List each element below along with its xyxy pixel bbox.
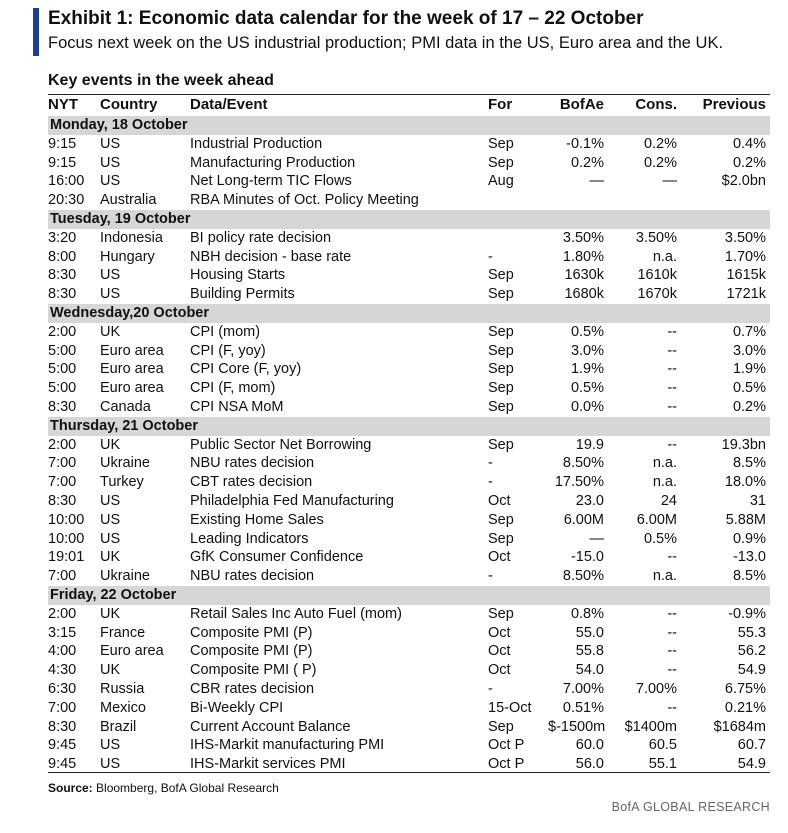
cell-time: 2:00 xyxy=(48,436,77,453)
cell-prev: 0.4% xyxy=(732,135,766,152)
cell-for: - xyxy=(488,248,493,265)
table-row xyxy=(48,191,770,210)
cell-time: 9:15 xyxy=(48,154,77,171)
cell-time: 8:30 xyxy=(48,718,77,735)
cell-for: Oct xyxy=(488,549,511,566)
cell-time: 16:00 xyxy=(48,173,85,190)
cell-country: Turkey xyxy=(100,474,144,491)
cell-bofa: 0.51% xyxy=(562,699,604,716)
cell-country: US xyxy=(100,737,121,754)
cell-bofa: — xyxy=(589,530,604,547)
cell-country: US xyxy=(100,154,121,171)
cell-prev: $2.0bn xyxy=(721,173,766,190)
cell-prev: 1.70% xyxy=(724,248,766,265)
table-row xyxy=(48,342,770,361)
cell-time: 19:01 xyxy=(48,549,85,566)
table-row xyxy=(48,172,770,191)
cell-for: 15-Oct xyxy=(488,699,532,716)
cell-country: Brazil xyxy=(100,718,137,735)
cell-prev: 8.5% xyxy=(732,568,766,585)
cell-cons: -- xyxy=(667,361,677,378)
cell-prev: 31 xyxy=(749,492,766,509)
cell-cons: n.a. xyxy=(652,248,677,265)
cell-for: - xyxy=(488,455,493,472)
cell-prev: $1684m xyxy=(713,718,766,735)
cell-event: Leading Indicators xyxy=(190,530,309,547)
header-time: NYT xyxy=(48,96,78,113)
cell-time: 8:30 xyxy=(48,267,77,284)
cell-time: 9:15 xyxy=(48,135,77,152)
cell-for: Oct xyxy=(488,662,511,679)
cell-for: Sep xyxy=(488,323,514,340)
day-header: Monday, 18 October xyxy=(48,116,770,135)
table-row xyxy=(48,285,770,304)
table-row xyxy=(48,248,770,267)
header-for: For xyxy=(488,96,513,113)
cell-country: Hungary xyxy=(100,248,155,265)
cell-event: CPI (F, yoy) xyxy=(190,342,266,359)
cell-prev: 3.50% xyxy=(724,229,766,246)
cell-bofa: 8.50% xyxy=(562,455,604,472)
cell-bofa: 55.8 xyxy=(575,643,604,660)
table-header-row xyxy=(48,96,770,116)
cell-cons: 0.2% xyxy=(643,135,677,152)
day-header: Tuesday, 19 October xyxy=(48,210,770,229)
cell-prev: 0.5% xyxy=(732,380,766,397)
cell-cons: -- xyxy=(667,380,677,397)
table-row xyxy=(48,624,770,643)
cell-country: US xyxy=(100,267,121,284)
cell-time: 6:30 xyxy=(48,680,77,697)
cell-time: 7:00 xyxy=(48,568,77,585)
cell-event: Manufacturing Production xyxy=(190,154,356,171)
cell-for: Sep xyxy=(488,718,514,735)
table-row xyxy=(48,398,770,417)
cell-country: Canada xyxy=(100,398,151,415)
cell-country: UK xyxy=(100,549,121,566)
day-header: Friday, 22 October xyxy=(48,586,770,605)
cell-event: Industrial Production xyxy=(190,135,323,152)
cell-country: US xyxy=(100,756,121,773)
cell-country: France xyxy=(100,624,146,641)
cell-cons: 0.5% xyxy=(643,530,677,547)
cell-event: BI policy rate decision xyxy=(190,229,332,246)
cell-country: UK xyxy=(100,662,121,679)
table-row xyxy=(48,492,770,511)
cell-time: 9:45 xyxy=(48,756,77,773)
cell-event: CPI (mom) xyxy=(190,323,261,340)
cell-for: Oct xyxy=(488,492,511,509)
cell-bofa: $-1500m xyxy=(548,718,606,735)
events-table xyxy=(48,116,770,774)
cell-cons: -- xyxy=(667,436,677,453)
cell-cons: 60.5 xyxy=(648,737,677,754)
cell-for: Oct xyxy=(488,643,511,660)
cell-bofa: 3.50% xyxy=(562,229,604,246)
cell-time: 5:00 xyxy=(48,361,77,378)
table-row xyxy=(48,154,770,173)
table-row xyxy=(48,511,770,530)
header-country: Country xyxy=(100,96,158,113)
header-bofa: BofAe xyxy=(559,96,604,113)
table-row xyxy=(48,699,770,718)
cell-prev: 8.5% xyxy=(732,455,766,472)
cell-time: 8:30 xyxy=(48,398,77,415)
table-top-rule xyxy=(48,94,770,95)
cell-for: Sep xyxy=(488,342,514,359)
cell-event: Retail Sales Inc Auto Fuel (mom) xyxy=(190,605,402,622)
cell-prev: 0.2% xyxy=(732,154,766,171)
cell-for: Sep xyxy=(488,436,514,453)
cell-prev: 56.2 xyxy=(737,643,766,660)
cell-country: UK xyxy=(100,323,121,340)
cell-country: US xyxy=(100,511,121,528)
cell-bofa: 60.0 xyxy=(575,737,604,754)
cell-time: 5:00 xyxy=(48,342,77,359)
cell-time: 2:00 xyxy=(48,323,77,340)
cell-prev: 0.9% xyxy=(732,530,766,547)
table-row xyxy=(48,736,770,755)
cell-bofa: 56.0 xyxy=(575,756,604,773)
cell-prev: 3.0% xyxy=(732,342,766,359)
cell-prev: 5.88M xyxy=(725,511,766,528)
cell-prev: 55.3 xyxy=(737,624,766,641)
cell-prev: 54.9 xyxy=(737,756,766,773)
cell-time: 4:30 xyxy=(48,662,77,679)
cell-country: Russia xyxy=(100,680,145,697)
cell-event: Current Account Balance xyxy=(190,718,351,735)
cell-for: Aug xyxy=(488,173,514,190)
cell-for: Sep xyxy=(488,511,514,528)
cell-for: - xyxy=(488,474,493,491)
header-cons: Cons. xyxy=(635,96,677,113)
cell-prev: 6.75% xyxy=(724,680,766,697)
cell-cons: — xyxy=(662,173,677,190)
cell-event: Philadelphia Fed Manufacturing xyxy=(190,492,394,509)
cell-for: Sep xyxy=(488,530,514,547)
cell-time: 20:30 xyxy=(48,192,85,209)
cell-bofa: 1630k xyxy=(564,267,604,284)
cell-cons: -- xyxy=(667,605,677,622)
cell-country: Euro area xyxy=(100,361,164,378)
cell-event: Existing Home Sales xyxy=(190,511,324,528)
cell-for: - xyxy=(488,568,493,585)
cell-event: RBA Minutes of Oct. Policy Meeting xyxy=(190,192,419,209)
table-row xyxy=(48,454,770,473)
cell-cons: -- xyxy=(667,549,677,566)
cell-prev: 18.0% xyxy=(724,474,766,491)
cell-cons: 0.2% xyxy=(643,154,677,171)
cell-prev: -13.0 xyxy=(732,549,766,566)
table-row xyxy=(48,642,770,661)
table-row xyxy=(48,135,770,154)
cell-for: Oct P xyxy=(488,737,525,754)
table-row xyxy=(48,661,770,680)
cell-cons: $1400m xyxy=(624,718,677,735)
cell-prev: 54.9 xyxy=(737,662,766,679)
cell-event: Building Permits xyxy=(190,286,295,303)
cell-prev: 0.7% xyxy=(732,323,766,340)
header-event: Data/Event xyxy=(190,96,268,113)
cell-time: 8:30 xyxy=(48,286,77,303)
table-row xyxy=(48,266,770,285)
cell-cons: 6.00M xyxy=(636,511,677,528)
cell-cons: -- xyxy=(667,624,677,641)
cell-event: CPI Core (F, yoy) xyxy=(190,361,302,378)
cell-bofa: 0.2% xyxy=(570,154,604,171)
source-note xyxy=(48,781,279,795)
cell-for: Sep xyxy=(488,267,514,284)
cell-cons: n.a. xyxy=(652,455,677,472)
cell-for: Sep xyxy=(488,154,514,171)
cell-cons: -- xyxy=(667,398,677,415)
cell-country: Indonesia xyxy=(100,229,163,246)
cell-event: CBR rates decision xyxy=(190,680,315,697)
cell-prev: 1615k xyxy=(726,267,766,284)
cell-bofa: 55.0 xyxy=(575,624,604,641)
cell-event: IHS-Markit services PMI xyxy=(190,756,346,773)
cell-country: UK xyxy=(100,605,121,622)
cell-time: 7:00 xyxy=(48,455,77,472)
cell-prev: 0.2% xyxy=(732,398,766,415)
cell-bofa: 1.80% xyxy=(562,248,604,265)
cell-bofa: — xyxy=(589,173,604,190)
table-row xyxy=(48,718,770,737)
cell-cons: -- xyxy=(667,643,677,660)
cell-event: Public Sector Net Borrowing xyxy=(190,436,372,453)
cell-bofa: 3.0% xyxy=(570,342,604,359)
cell-time: 10:00 xyxy=(48,511,85,528)
cell-cons: -- xyxy=(667,699,677,716)
cell-country: Euro area xyxy=(100,380,164,397)
exhibit-subtitle: Focus next week on the US industrial production; PMI data in the US, Euro area and the UK. xyxy=(48,34,724,52)
cell-event: NBU rates decision xyxy=(190,568,315,585)
cell-country: Mexico xyxy=(100,699,146,716)
cell-bofa: -0.1% xyxy=(566,135,604,152)
cell-country: US xyxy=(100,530,121,547)
cell-time: 7:00 xyxy=(48,699,77,716)
cell-bofa: 1.9% xyxy=(570,361,604,378)
cell-for: Sep xyxy=(488,605,514,622)
source-label: Source: xyxy=(48,781,93,795)
header-prev: Previous xyxy=(702,96,766,113)
table-row xyxy=(48,473,770,492)
table-row xyxy=(48,360,770,379)
cell-event: Housing Starts xyxy=(190,267,286,284)
cell-time: 4:00 xyxy=(48,643,77,660)
cell-event: Composite PMI (P) xyxy=(190,643,313,660)
cell-event: GfK Consumer Confidence xyxy=(190,549,364,566)
cell-cons: 1670k xyxy=(637,286,677,303)
table-row xyxy=(48,605,770,624)
cell-for: Sep xyxy=(488,398,514,415)
cell-time: 3:15 xyxy=(48,624,77,641)
footer-brand: BofA GLOBAL RESEARCH xyxy=(611,800,770,814)
cell-time: 5:00 xyxy=(48,380,77,397)
day-header: Wednesday,20 October xyxy=(48,304,770,323)
cell-for: Oct xyxy=(488,624,511,641)
cell-for: - xyxy=(488,680,493,697)
cell-event: Net Long-term TIC Flows xyxy=(190,173,352,190)
cell-bofa: 0.8% xyxy=(570,605,604,622)
cell-time: 3:20 xyxy=(48,229,77,246)
day-header: Thursday, 21 October xyxy=(48,417,770,436)
cell-prev: -0.9% xyxy=(728,605,766,622)
cell-time: 10:00 xyxy=(48,530,85,547)
cell-bofa: 0.5% xyxy=(570,323,604,340)
cell-bofa: 54.0 xyxy=(575,662,604,679)
table-row xyxy=(48,680,770,699)
cell-event: Bi-Weekly CPI xyxy=(190,699,284,716)
cell-country: UK xyxy=(100,436,121,453)
cell-country: US xyxy=(100,492,121,509)
cell-prev: 1721k xyxy=(726,286,766,303)
cell-country: Ukraine xyxy=(100,455,150,472)
cell-prev: 19.3bn xyxy=(721,436,766,453)
table-title: Key events in the week ahead xyxy=(48,72,274,89)
cell-event: NBH decision - base rate xyxy=(190,248,352,265)
cell-prev: 60.7 xyxy=(737,737,766,754)
table-row xyxy=(48,530,770,549)
cell-cons: 55.1 xyxy=(648,756,677,773)
table-row xyxy=(48,379,770,398)
cell-time: 8:30 xyxy=(48,492,77,509)
cell-cons: -- xyxy=(667,323,677,340)
table-row xyxy=(48,436,770,455)
cell-event: IHS-Markit manufacturing PMI xyxy=(190,737,385,754)
cell-bofa: 19.9 xyxy=(575,436,604,453)
cell-time: 9:45 xyxy=(48,737,77,754)
cell-country: Euro area xyxy=(100,342,164,359)
table-bottom-rule xyxy=(48,772,770,773)
cell-event: NBU rates decision xyxy=(190,455,315,472)
cell-event: CBT rates decision xyxy=(190,474,313,491)
source-text: Bloomberg, BofA Global Research xyxy=(96,781,279,795)
cell-cons: 3.50% xyxy=(635,229,677,246)
cell-country: US xyxy=(100,173,121,190)
cell-bofa: 7.00% xyxy=(562,680,604,697)
cell-bofa: 8.50% xyxy=(562,568,604,585)
cell-time: 2:00 xyxy=(48,605,77,622)
cell-event: CPI NSA MoM xyxy=(190,398,284,415)
cell-bofa: 23.0 xyxy=(575,492,604,509)
cell-bofa: 17.50% xyxy=(554,474,604,491)
cell-time: 8:00 xyxy=(48,248,77,265)
table-row xyxy=(48,567,770,586)
cell-for: Sep xyxy=(488,380,514,397)
cell-cons: 7.00% xyxy=(635,680,677,697)
cell-bofa: 1680k xyxy=(564,286,604,303)
cell-for: Sep xyxy=(488,135,514,152)
cell-prev: 0.21% xyxy=(724,699,766,716)
cell-cons: n.a. xyxy=(652,474,677,491)
cell-bofa: 0.5% xyxy=(570,380,604,397)
cell-country: Australia xyxy=(100,192,157,209)
cell-cons: -- xyxy=(667,662,677,679)
table-row xyxy=(48,323,770,342)
cell-cons: 24 xyxy=(660,492,677,509)
cell-bofa: -15.0 xyxy=(570,549,604,566)
cell-country: US xyxy=(100,286,121,303)
cell-event: Composite PMI ( P) xyxy=(190,662,317,679)
cell-country: Ukraine xyxy=(100,568,150,585)
cell-cons: -- xyxy=(667,342,677,359)
table-row xyxy=(48,548,770,567)
cell-cons: n.a. xyxy=(652,568,677,585)
cell-for: Sep xyxy=(488,286,514,303)
cell-bofa: 6.00M xyxy=(563,511,604,528)
exhibit-title: Exhibit 1: Economic data calendar for the week of 17 – 22 October xyxy=(48,8,644,29)
cell-bofa: 0.0% xyxy=(570,398,604,415)
cell-country: Euro area xyxy=(100,643,164,660)
cell-time: 7:00 xyxy=(48,474,77,491)
cell-cons: 1610k xyxy=(637,267,677,284)
cell-prev: 1.9% xyxy=(732,361,766,378)
table-row xyxy=(48,229,770,248)
cell-event: CPI (F, mom) xyxy=(190,380,276,397)
cell-for: Oct P xyxy=(488,756,525,773)
cell-country: US xyxy=(100,135,121,152)
cell-event: Composite PMI (P) xyxy=(190,624,313,641)
cell-for: Sep xyxy=(488,361,514,378)
exhibit-accent-bar xyxy=(33,8,39,56)
